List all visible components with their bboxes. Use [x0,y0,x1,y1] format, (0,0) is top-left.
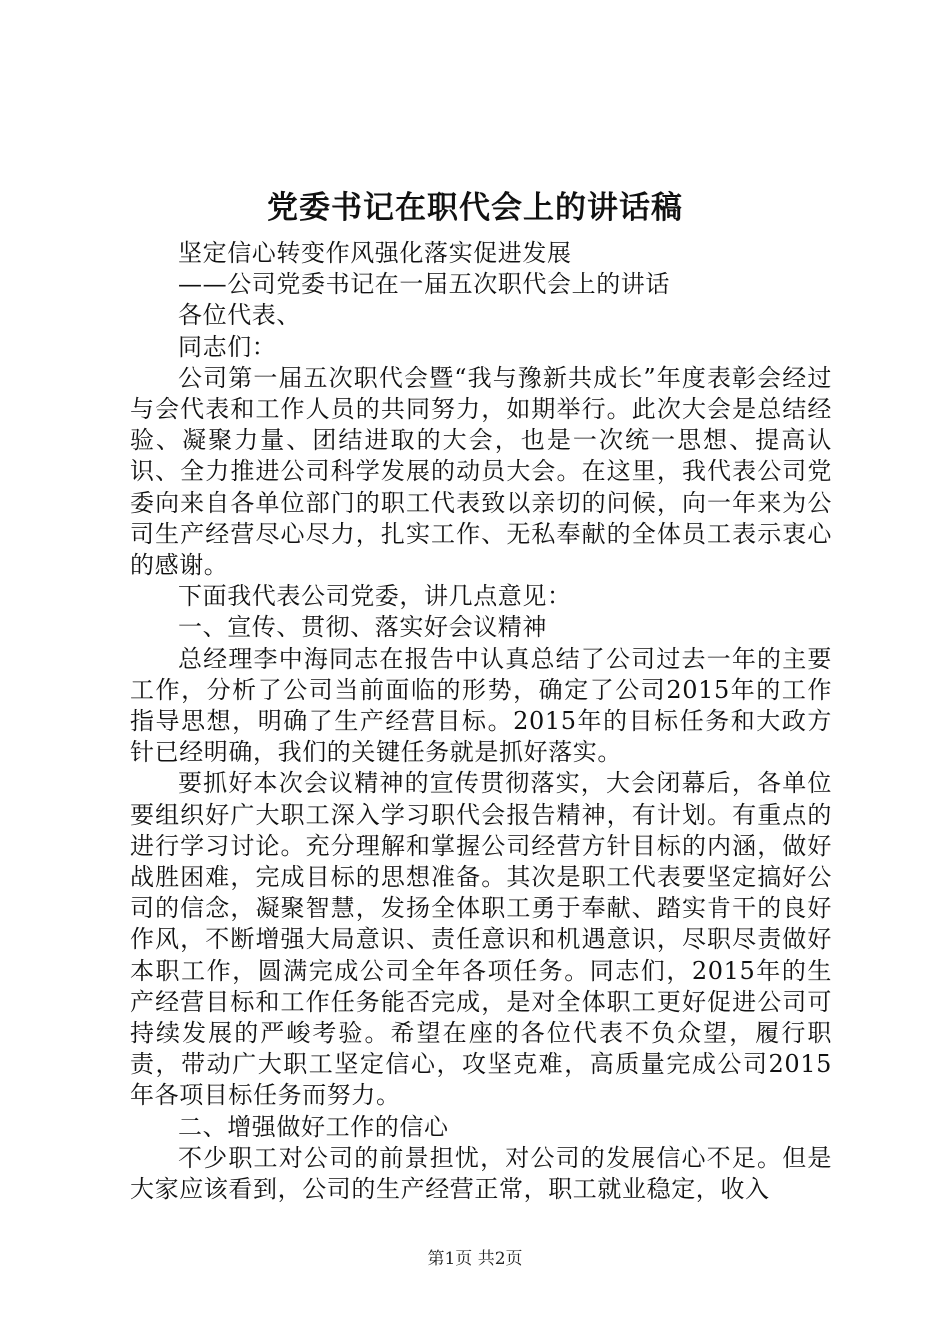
document-title: 党委书记在职代会上的讲话稿 [267,190,683,226]
salutation-comrades: 同志们： [178,332,277,361]
section-heading-1: 一、宣传、贯彻、落实好会议精神 [178,613,547,642]
paragraph-section-2a: 不少职工对公司的前景担忧，对公司的发展信心不足。但是大家应该看到，公司的生产经营正常，职工就业稳定，收入 [130,1143,832,1204]
page-footer: 第1页 共2页 [427,1249,523,1269]
salutation-representatives: 各位代表、 [178,301,301,330]
subtitle-speaker: ——公司党委书记在一届五次职代会上的讲话 [178,270,670,299]
paragraph-intro: 下面我代表公司党委，讲几点意见： [178,582,572,611]
paragraph-section-1a: 总经理李中海同志在报告中认真总结了公司过去一年的主要工作，分析了公司当前面临的形势，确定了公司2015年的工作指导思想，明确了生产经营目标。2015年的目标任务和大政方针已经明确，我们的关键任务就是抓好落实。 [130,644,832,767]
paragraph-opening: 公司第一届五次职代会暨“我与豫新共成长”年度表彰会经过与会代表和工作人员的共同努力，如期举行。此次大会是总结经验、凝聚力量、团结进取的大会，也是一次统一思想、提高认识、全力推进公司科学发展的动员大会。在这里，我代表公司党委向来自各单位部门的职工代表致以亲切的问候，向一年来为公司生产经营尽心尽力，扎实工作、无私奉献的全体员工表示衷心的感谢。 [130,363,832,580]
subtitle: 坚定信心转变作风强化落实促进发展 [178,239,572,267]
paragraph-section-1b: 要抓好本次会议精神的宣传贯彻落实，大会闭幕后，各单位要组织好广大职工深入学习职代会报告精神，有计划。有重点的进行学习讨论。充分理解和掌握公司经营方针目标的内涵，做好战胜困难，完成目标的思想准备。其次是职工代表要坚定搞好公司的信念，凝聚智慧，发扬全体职工勇于奉献、踏实肯干的良好作风，不断增强大局意识、责任意识和机遇意识，尽职尽责做好本职工作，圆满完成公司全年各项任务。同志们，2015年的生产经营目标和工作任务能否完成，是对全体职工更好促进公司可持续发展的严峻考验。希望在座的各位代表不负众望，履行职责，带动广大职工坚定信心，攻坚克难，高质量完成公司2015年各项目标任务而努力。 [130,769,832,1110]
section-heading-2: 二、增强做好工作的信心 [178,1112,449,1141]
document-body [130,238,832,1205]
